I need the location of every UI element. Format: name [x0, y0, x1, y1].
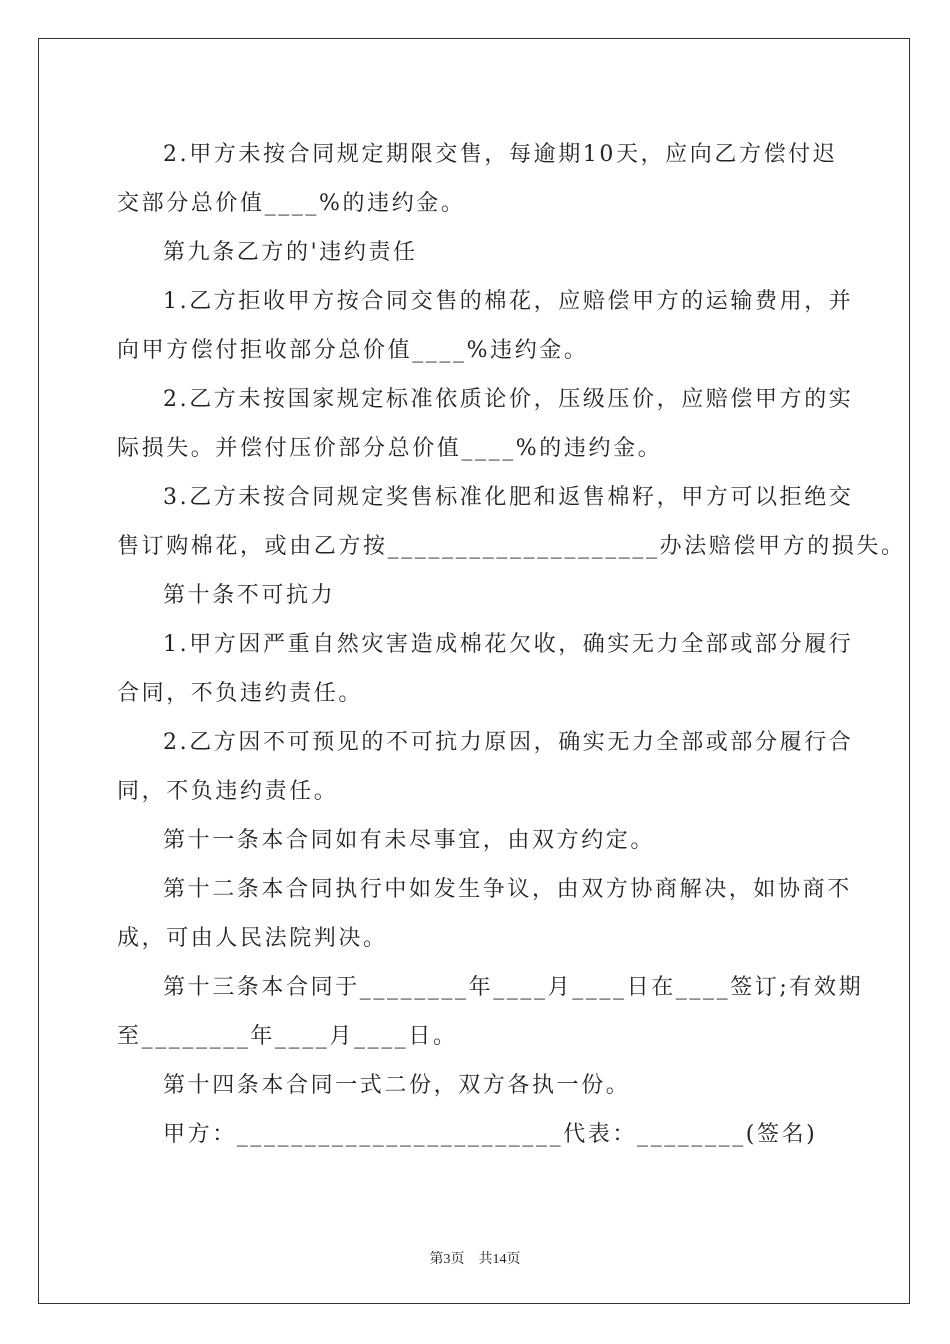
paragraph-line: 第十二条本合同执行中如发生争议，由双方协商解决，如协商不 — [163, 877, 852, 902]
paragraph-line: 2.乙方因不可预见的不可抗力原因，确实无力全部或部分履行合 — [163, 730, 854, 755]
paragraph-line: 向甲方偿付拒收部分总价值____%违约金。 — [117, 338, 589, 363]
signature-line: 甲方：________________________代表：________(签名) — [163, 1122, 818, 1147]
document-body — [117, 130, 906, 1159]
section-heading: 第十条不可抗力 — [163, 583, 336, 608]
paragraph-line: 3.乙方未按合同规定奖售标准化肥和返售棉籽，甲方可以拒绝交 — [163, 485, 854, 510]
paragraph-line: 际损失。并偿付压价部分总价值____%的违约金。 — [117, 436, 663, 461]
paragraph-line: 2.甲方未按合同规定期限交售，每逾期10天，应向乙方偿付迟 — [163, 142, 838, 167]
paragraph-line: 成，可由人民法院判决。 — [117, 926, 388, 951]
paragraph-line: 售订购棉花，或由乙方按____________________办法赔偿甲方的损失。 — [117, 534, 906, 559]
paragraph-line: 第十四条本合同一式二份，双方各执一份。 — [163, 1073, 631, 1098]
paragraph-line: 交部分总价值____%的违约金。 — [117, 191, 466, 216]
section-heading: 第九条乙方的'违约责任 — [163, 240, 418, 265]
paragraph-line: 第十一条本合同如有未尽事宜，由双方约定。 — [163, 828, 656, 853]
page-footer — [0, 1248, 950, 1268]
paragraph-line: 1.甲方因严重自然灾害造成棉花欠收，确实无力全部或部分履行 — [163, 632, 854, 657]
page-number: 第3页 — [429, 1252, 465, 1267]
paragraph-line: 1.乙方拒收甲方按合同交售的棉花，应赔偿甲方的运输费用，并 — [163, 289, 854, 314]
paragraph-line: 合同，不负违约责任。 — [117, 681, 364, 706]
paragraph-line: 同，不负违约责任。 — [117, 779, 339, 804]
paragraph-line: 2.乙方未按国家规定标准依质论价，压级压价，应赔偿甲方的实 — [163, 387, 854, 412]
paragraph-line: 第十三条本合同于________年____月____日在____签订;有效期 — [163, 975, 864, 1000]
paragraph-line: 至________年____月____日。 — [117, 1024, 458, 1049]
page-total: 共14页 — [478, 1252, 521, 1267]
